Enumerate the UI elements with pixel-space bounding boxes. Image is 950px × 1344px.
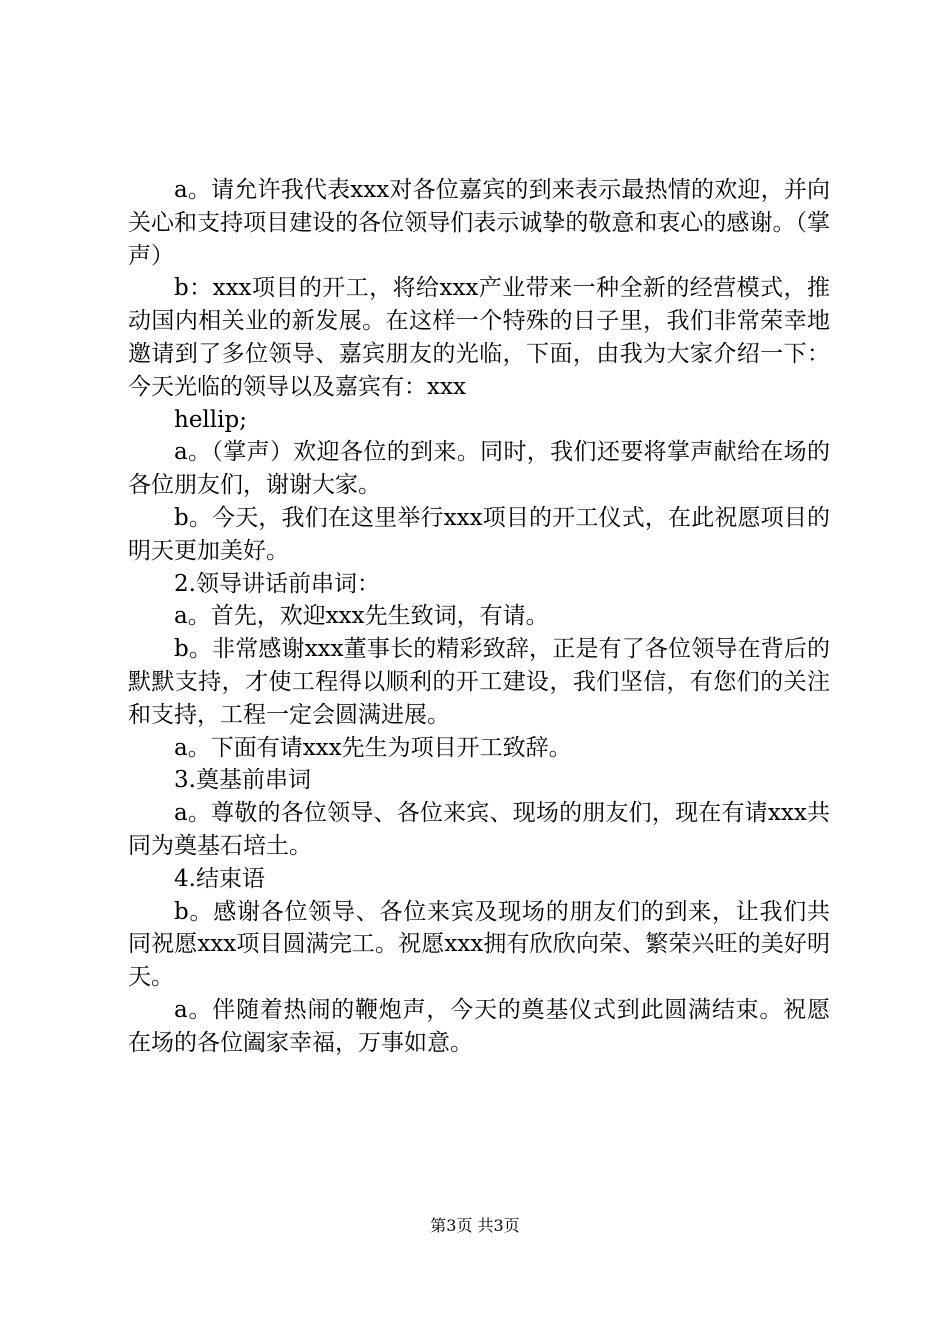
document-body [128,174,830,1060]
page-number-footer: 第3页 共3页 [430,1216,520,1235]
paragraph: a。下面有请xxx先生为项目开工致辞。 [174,734,572,761]
paragraph: b：xxx项目的开工，将给xxx产业带来一种全新的经营模式，推动国内相关业的新发展。在这样一个特殊的日子里，我们非常荣幸地邀请到了多位领导、嘉宾朋友的光临，下面，由我为大家介绍一下：今天光临的领导以及嘉宾有：xxx [128,275,830,400]
section-heading: 2.领导讲话前串词： [174,570,380,597]
paragraph: a。请允许我代表xxx对各位嘉宾的到来表示最热情的欢迎，并向关心和支持项目建设的各位领导们表示诚挚的敬意和衷心的感谢。（掌声） [128,177,830,269]
paragraph: a。尊敬的各位领导、各位来宾、现场的朋友们，现在有请xxx共同为奠基石培土。 [128,800,830,859]
paragraph: hellip; [174,406,247,433]
paragraph: a。（掌声）欢迎各位的到来。同时，我们还要将掌声献给在场的各位朋友们，谢谢大家。 [128,439,830,499]
paragraph: b。今天，我们在这里举行xxx项目的开工仪式，在此祝愿项目的明天更加美好。 [128,504,830,564]
paragraph: b。感谢各位领导、各位来宾及现场的朋友们的到来，让我们共同祝愿xxx项目圆满完工。祝愿xxx拥有欣欣向荣、繁荣兴旺的美好明天。 [128,898,830,991]
paragraph: a。伴随着热闹的鞭炮声，今天的奠基仪式到此圆满结束。祝愿在场的各位阖家幸福，万事如意。 [128,996,830,1056]
paragraph: b。非常感谢xxx董事长的精彩致辞，正是有了各位领导在背后的默默支持，才使工程得以顺利的开工建设，我们坚信，有您们的关注和支持，工程一定会圆满进展。 [128,636,830,728]
paragraph: a。首先，欢迎xxx先生致词，有请。 [174,603,549,630]
section-heading: 4.结束语 [174,865,265,892]
section-heading: 3.奠基前串词 [174,767,311,794]
